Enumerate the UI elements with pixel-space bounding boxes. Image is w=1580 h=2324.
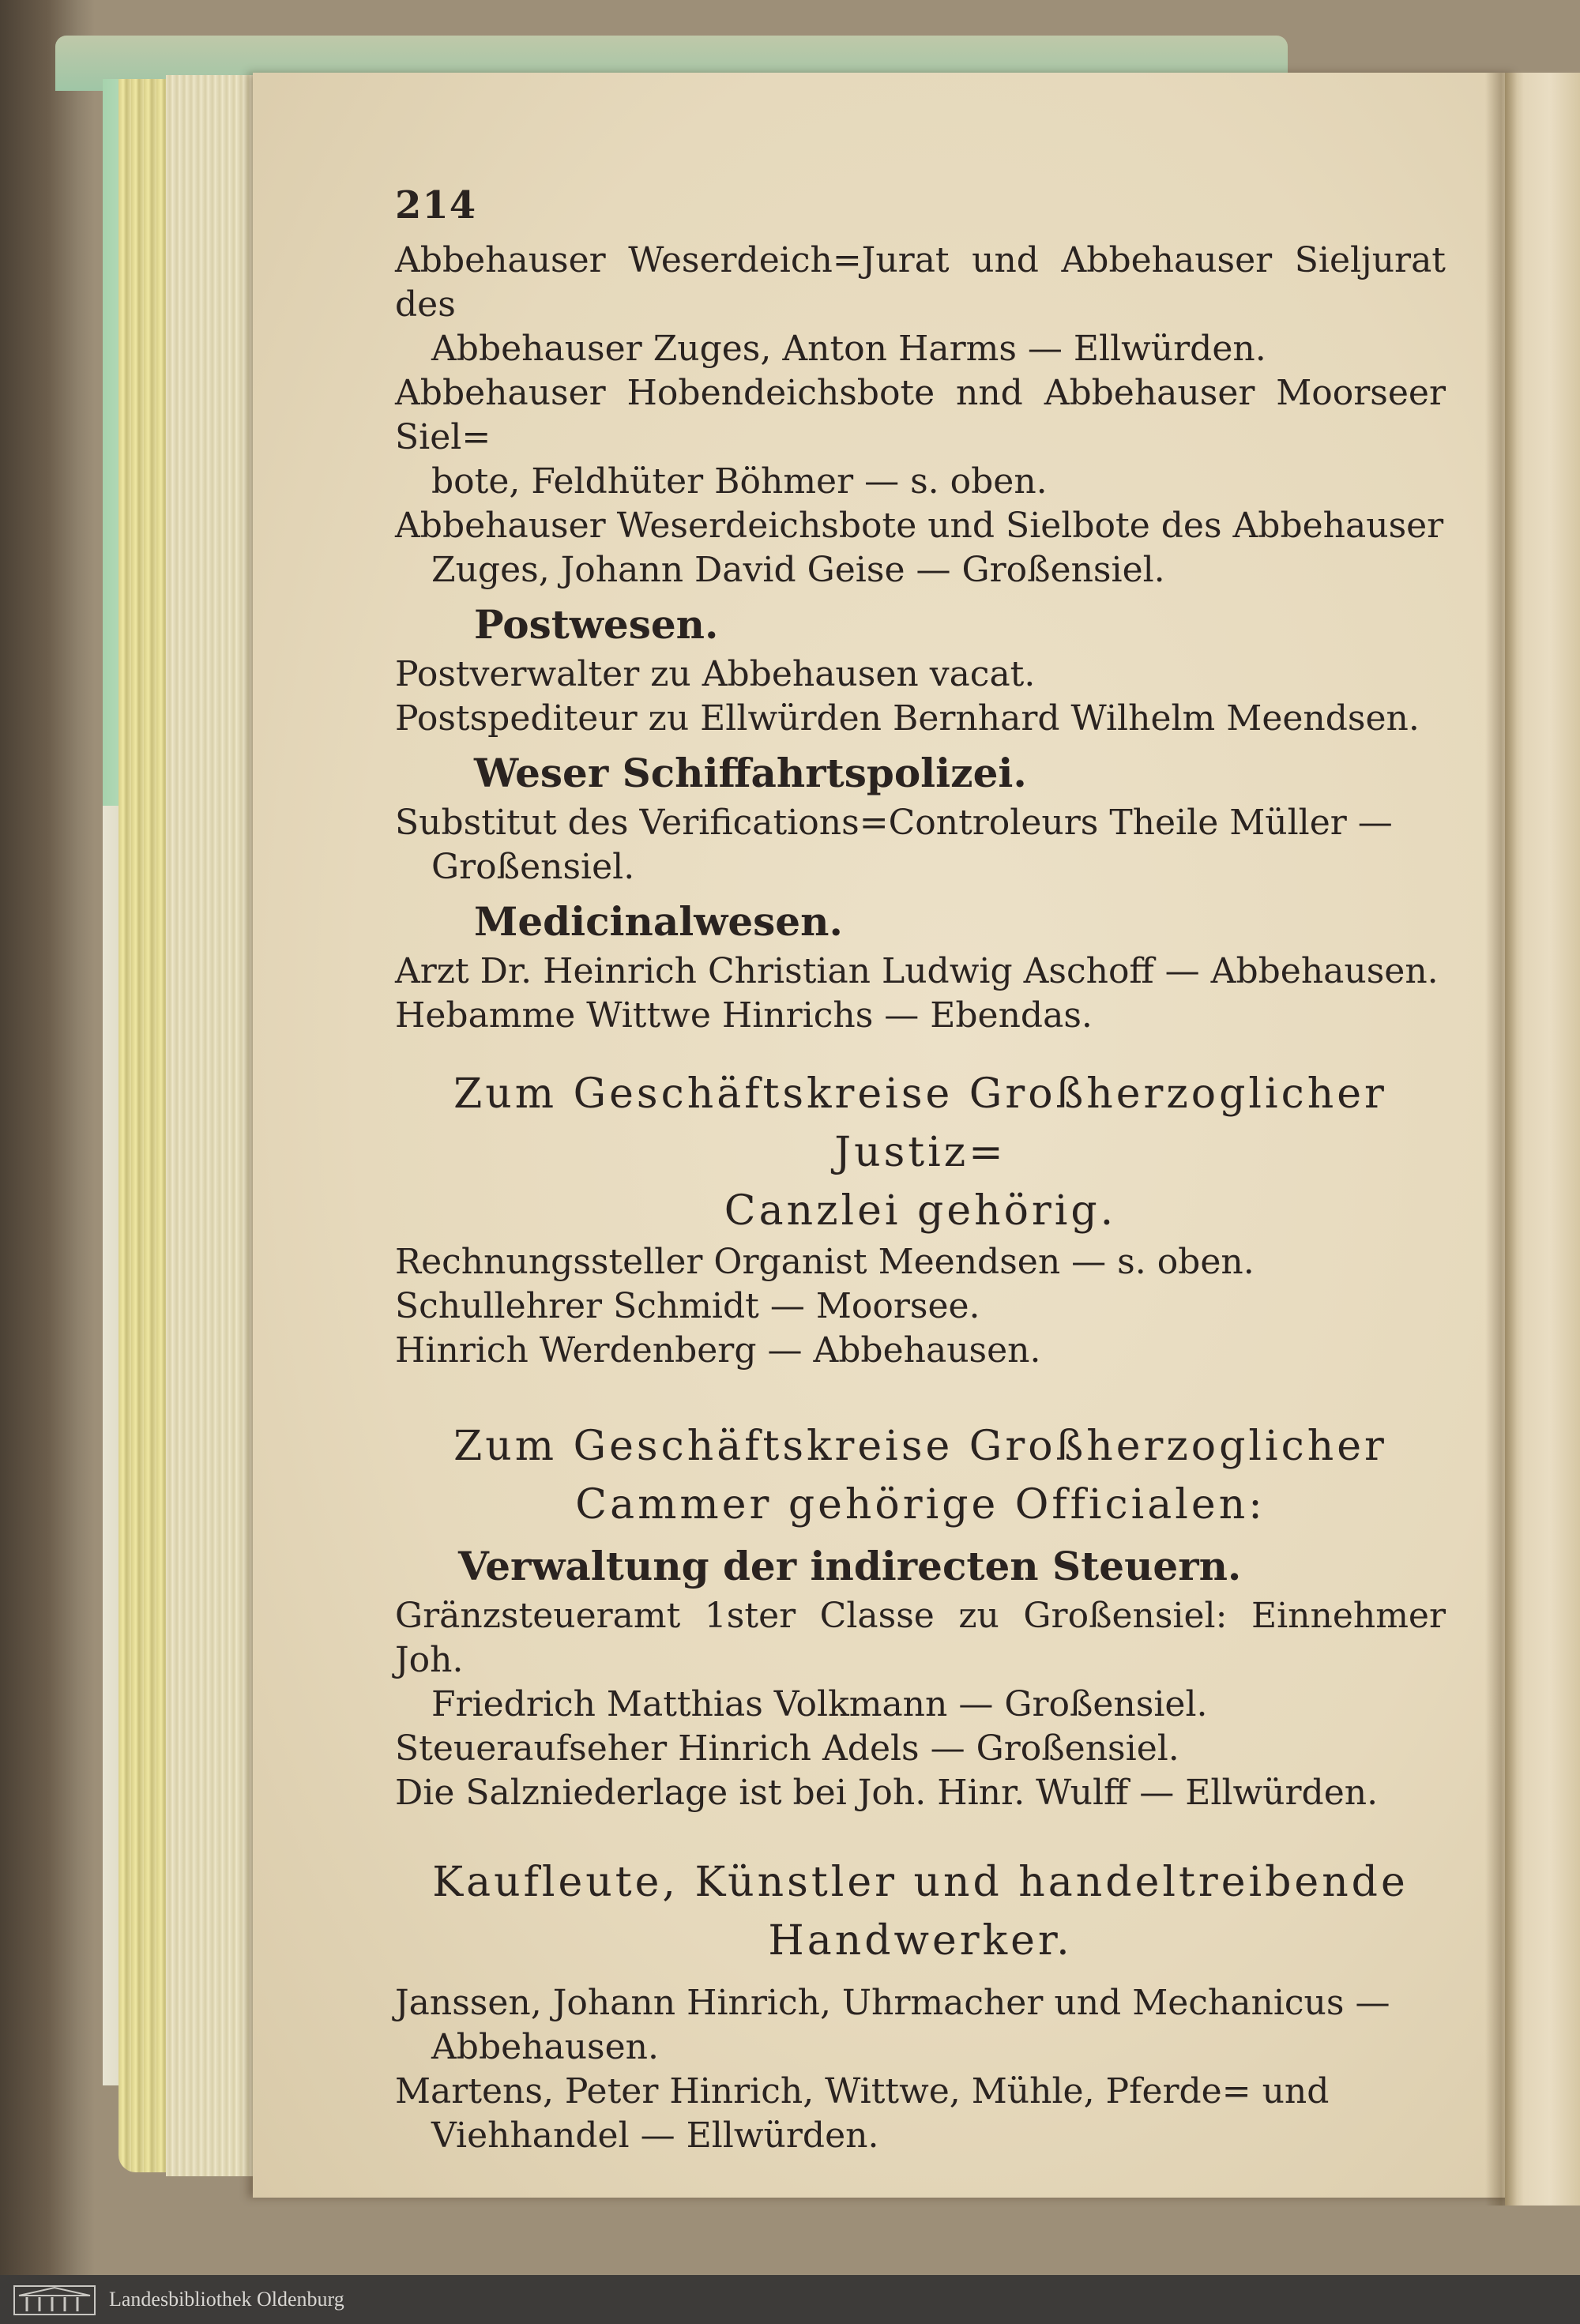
entry-weserdeichsbote: Abbehauser Weserdeichsbote und Sielbote des Abbehauser Zuges, Johann David Geise — Großensiel. — [395, 506, 1444, 590]
book-gutter — [1485, 73, 1517, 2206]
footer-bar — [0, 2275, 1580, 2324]
entry-postspediteur: Postspediteur zu Ellwürden Bernhard Wilhelm Meendsen. — [395, 698, 1420, 739]
heading-cammer-officialen: Zum Geschäftskreise Großherzoglicher Cammer gehörige Officialen: — [453, 1423, 1387, 1529]
entry-steueraufseher: Steueraufseher Hinrich Adels — Großensiel. — [395, 1728, 1179, 1769]
spacer — [395, 1038, 1446, 1065]
entry-martens: Martens, Peter Hinrich, Wittwe, Mühle, Pferde= und Viehhandel — Ellwürden. — [395, 2071, 1330, 2156]
entry-janssen: Janssen, Johann Hinrich, Uhrmacher und Mechanicus — Abbehausen. — [395, 1983, 1390, 2067]
entry-graenzsteueramt: Gränzsteueramt 1ster Classe zu Großensiel: Einnehmer Joh. Friedrich Matthias Volkmann — Großensiel. — [395, 1596, 1446, 1724]
library-building-icon — [11, 2281, 98, 2318]
library-name: Landesbibliothek Oldenburg — [109, 2288, 344, 2311]
entry-salzniederlage: Die Salzniederlage ist bei Joh. Hinr. Wulff — Ellwürden. — [395, 1773, 1379, 1813]
spacer — [395, 1815, 1446, 1853]
section-heading-schiffahrtspolizei: Weser Schiffahrtspolizei. — [474, 750, 1027, 796]
entry-weserdeich-jurat: Abbehauser Weserdeich=Jurat und Abbehauser Sieljurat des Abbehauser Zuges, Anton Harms — Ellwürden. — [395, 240, 1446, 369]
page-text — [395, 183, 1446, 2158]
section-heading-indirecte-steuern: Verwaltung der indirecten Steuern. — [458, 1543, 1242, 1589]
entry-postverwalter: Postverwalter zu Abbehausen vacat. — [395, 654, 1036, 694]
page-number: 214 — [395, 183, 477, 228]
section-heading-postwesen: Postwesen. — [474, 601, 719, 648]
entry-rechnungssteller: Rechnungssteller Organist Meendsen — s. oben. — [395, 1242, 1255, 1282]
heading-justiz-canzlei: Zum Geschäftskreise Großherzoglicher Justiz= Canzlei gehörig. — [453, 1070, 1387, 1235]
entry-werdenberg: Hinrich Werdenberg — Abbehausen. — [395, 1330, 1041, 1371]
spacer — [395, 1373, 1446, 1417]
spacer — [395, 1970, 1446, 1981]
section-heading-medicinalwesen: Medicinalwesen. — [474, 898, 843, 945]
page-stack-edges — [166, 75, 261, 2176]
entry-schullehrer: Schullehrer Schmidt — Moorsee. — [395, 1286, 980, 1326]
entry-substitut: Substitut des Verifications=Controleurs Theile Müller — Großensiel. — [395, 803, 1393, 887]
entry-hobendeichsbote: Abbehauser Hobendeichsbote nnd Abbehauser Moorseer Siel= bote, Feldhüter Böhmer — s. oben. — [395, 373, 1446, 502]
entry-arzt: Arzt Dr. Heinrich Christian Ludwig Aschoff — Abbehausen. — [395, 951, 1439, 991]
heading-kaufleute: Kaufleute, Künstler und handeltreibende Handwerker. — [432, 1859, 1409, 1965]
entry-hebamme: Hebamme Wittwe Hinrichs — Ebendas. — [395, 995, 1093, 1036]
